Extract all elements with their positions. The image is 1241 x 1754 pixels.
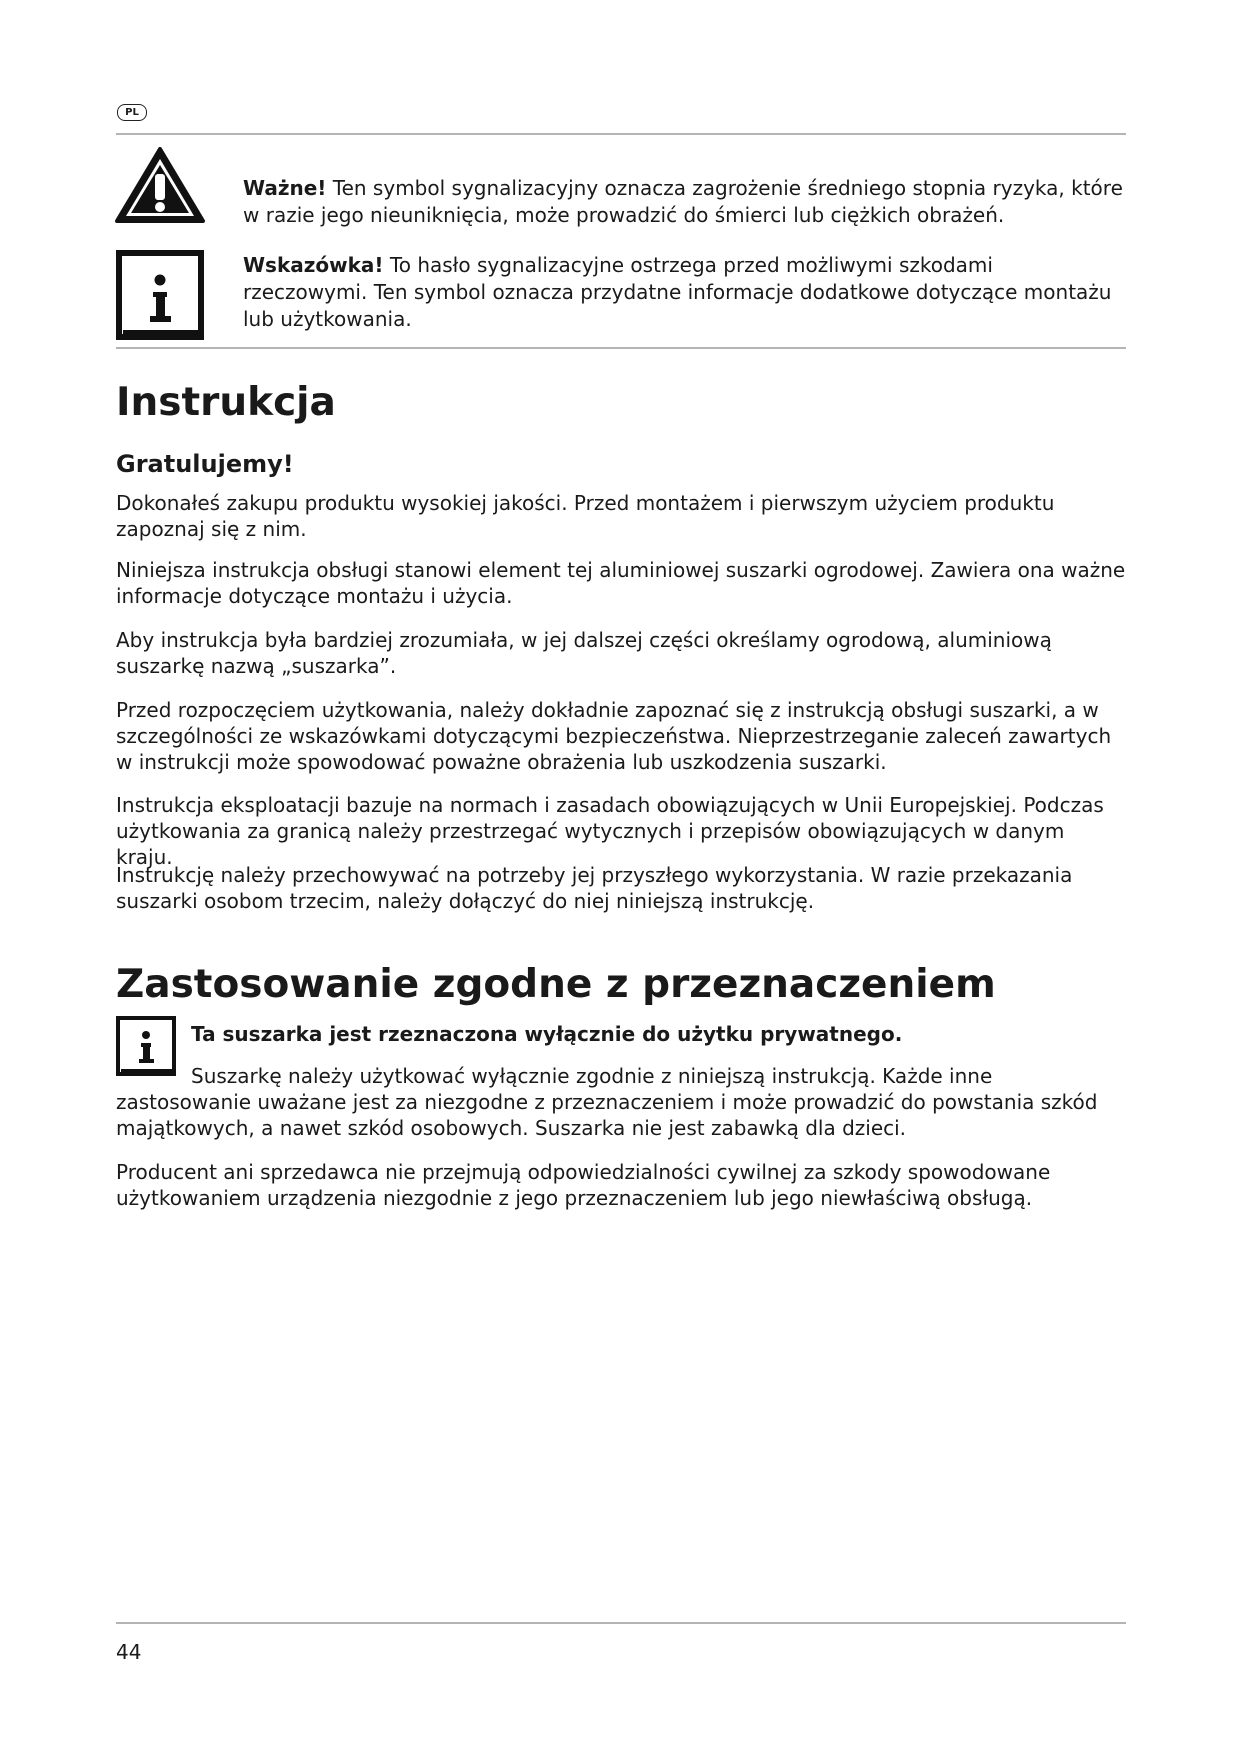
instrukcja-paragraph: Aby instrukcja była bardziej zrozumiała, w jej dalszej części określamy ogrodową, aluminiową suszarkę nazwą „suszarka”. <box>116 628 1052 678</box>
zastosowanie-paragraph: Suszarkę należy użytkować wyłącznie zgodnie z niniejszą instrukcją. Każde inne zastosowanie uważane jest za niezgodne z przeznaczeniem i może prowadzić do powstania szkód majątkowych, a nawet szkód osobowych. Suszarka nie jest zabawką dla dzieci. <box>116 1064 1098 1140</box>
subtitle-gratulujemy: Gratulujemy! <box>116 450 294 478</box>
notice-important <box>243 175 1123 229</box>
instrukcja-paragraph: Instrukcję należy przechowywać na potrzeby jej przyszłego wykorzystania. W razie przekazania suszarki osobom trzecim, należy dołączyć do niej niniejszą instrukcję. <box>116 863 1073 913</box>
footer-divider <box>116 1622 1126 1624</box>
instrukcja-paragraph: Przed rozpoczęciem użytkowania, należy dokładnie zapoznać się z instrukcją obsługi suszarki, a w szczególności ze wskazówkami dotyczącymi bezpieczeństwa. Nieprzestrzeganie zaleceń zawartych w instrukcji może spowodować poważne obrażenia lub uszkodzenia suszarki. <box>116 698 1112 774</box>
notice-important-label: Ważne! <box>243 176 327 200</box>
instrukcja-paragraph: Niniejsza instrukcja obsługi stanowi element tej aluminiowej suszarki ogrodowej. Zawiera ona ważne informacje dotyczące montażu i użycia. <box>116 558 1126 608</box>
instrukcja-paragraph: Instrukcja eksploatacji bazuje na normach i zasadach obowiązujących w Unii Europejskiej. Podczas użytkowania za granicą należy przestrzegać wytycznych i przepisów obowiązujących w danym kraju. <box>116 793 1104 869</box>
notice-tip-text: To hasło sygnalizacyjne ostrzega przed możliwymi szkodami rzeczowymi. Ten symbol oznacza przydatne informacje dodatkowe dotyczące montażu lub użytkowania. <box>243 253 1112 331</box>
warning-triangle-icon <box>114 146 206 224</box>
zastosowanie-paragraph: Producent ani sprzedawca nie przejmują odpowiedzialności cywilnej za szkody spowodowane użytkowaniem urządzenia niezgodnie z jego przeznaczeniem lub jego niewłaściwą obsługą. <box>116 1160 1051 1210</box>
notice-tip-label: Wskazówka! <box>243 253 384 277</box>
language-badge: PL <box>117 104 147 121</box>
notice-important-text: Ten symbol sygnalizacyjny oznacza zagrożenie średniego stopnia ryzyka, które w razie jego nieuniknięcia, może prowadzić do śmierci lub ciężkich obrażeń. <box>243 176 1123 227</box>
top-divider <box>116 133 1126 135</box>
info-icon <box>116 250 204 340</box>
intended-use-lead: Ta suszarka jest rzeznaczona wyłącznie do użytku prywatnego. <box>191 1022 903 1046</box>
section-title-zastosowanie: Zastosowanie zgodne z przeznaczeniem <box>116 962 996 1007</box>
notice-divider <box>116 347 1126 349</box>
instrukcja-paragraph: Dokonałeś zakupu produktu wysokiej jakości. Przed montażem i pierwszym użyciem produktu zapoznaj się z nim. <box>116 491 1055 541</box>
notice-tip <box>243 252 1123 333</box>
section-title-instrukcja: Instrukcja <box>116 380 336 425</box>
page-number: 44 <box>116 1640 142 1664</box>
